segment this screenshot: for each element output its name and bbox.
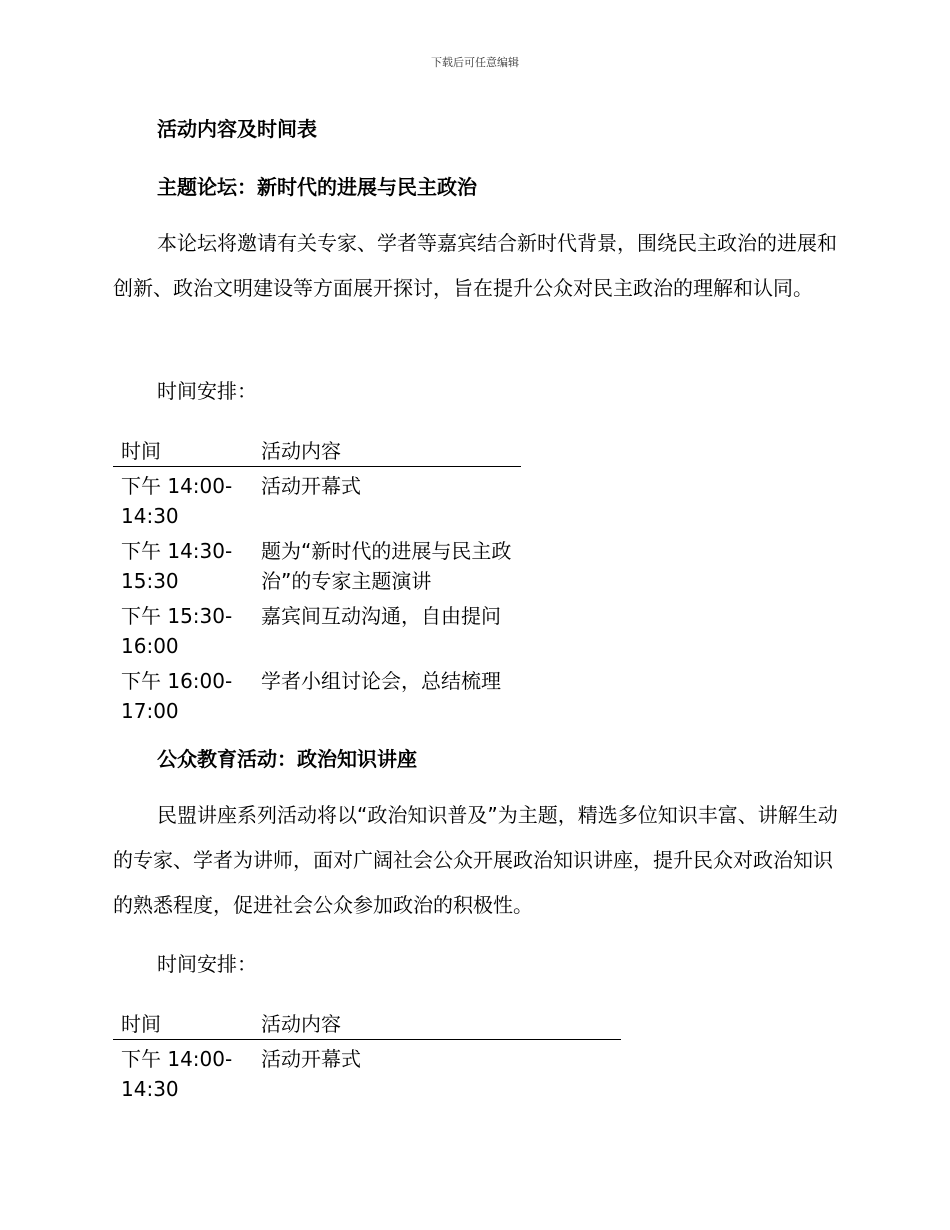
table-header-time: 时间 <box>113 1009 253 1040</box>
table-row <box>113 532 521 597</box>
table-cell-time: 下午 14:00-14:30 <box>121 474 233 528</box>
section2-body: 民盟讲座系列活动将以“政治知识普及”为主题，精选多位知识丰富、讲解生动的专家、学者为讲师，面对广阔社会公众开展政治知识讲座，提升民众对政治知识的熟悉程度，促进社会公众参加政治的积极性。 <box>113 803 838 917</box>
table-row <box>113 662 521 727</box>
table-cell-time: 下午 14:00-14:30 <box>121 1047 233 1101</box>
table-cell-activity: 活动开幕式 <box>261 474 361 498</box>
table-header-activity: 活动内容 <box>253 1009 621 1040</box>
table-cell-activity: 题为“新时代的进展与民主政治”的专家主题演讲 <box>261 539 512 593</box>
page-header-note: 下载后可任意编辑 <box>431 56 519 69</box>
table-cell-activity: 活动开幕式 <box>261 1047 361 1071</box>
table-header-time: 时间 <box>113 436 253 467</box>
section1-heading: 主题论坛：新时代的进展与民主政治 <box>157 175 477 199</box>
section1-body: 本论坛将邀请有关专家、学者等嘉宾结合新时代背景，围绕民主政治的进展和创新、政治文明建设等方面展开探讨，旨在提升公众对民主政治的理解和认同。 <box>113 231 837 300</box>
section2-heading: 公众教育活动：政治知识讲座 <box>157 747 417 771</box>
table-cell-time: 下午 14:30-15:30 <box>121 539 233 593</box>
table-header-activity: 活动内容 <box>253 436 521 467</box>
table-row <box>113 467 521 533</box>
table-cell-activity: 嘉宾间互动沟通，自由提问 <box>261 604 501 628</box>
table-row <box>113 1040 621 1106</box>
table-cell-activity: 学者小组讨论会，总结梳理 <box>261 669 501 693</box>
table-header-row <box>113 1009 621 1040</box>
table-header-row <box>113 436 521 467</box>
table-cell-time: 下午 16:00-17:00 <box>121 669 233 723</box>
section1-schedule-label: 时间安排： <box>157 379 257 403</box>
section2-schedule-label: 时间安排： <box>157 952 257 976</box>
section1-schedule-table <box>113 436 521 727</box>
table-row <box>113 597 521 662</box>
section2-schedule-table <box>113 1009 621 1105</box>
document-title: 活动内容及时间表 <box>157 117 317 141</box>
table-cell-time: 下午 15:30-16:00 <box>121 604 233 658</box>
